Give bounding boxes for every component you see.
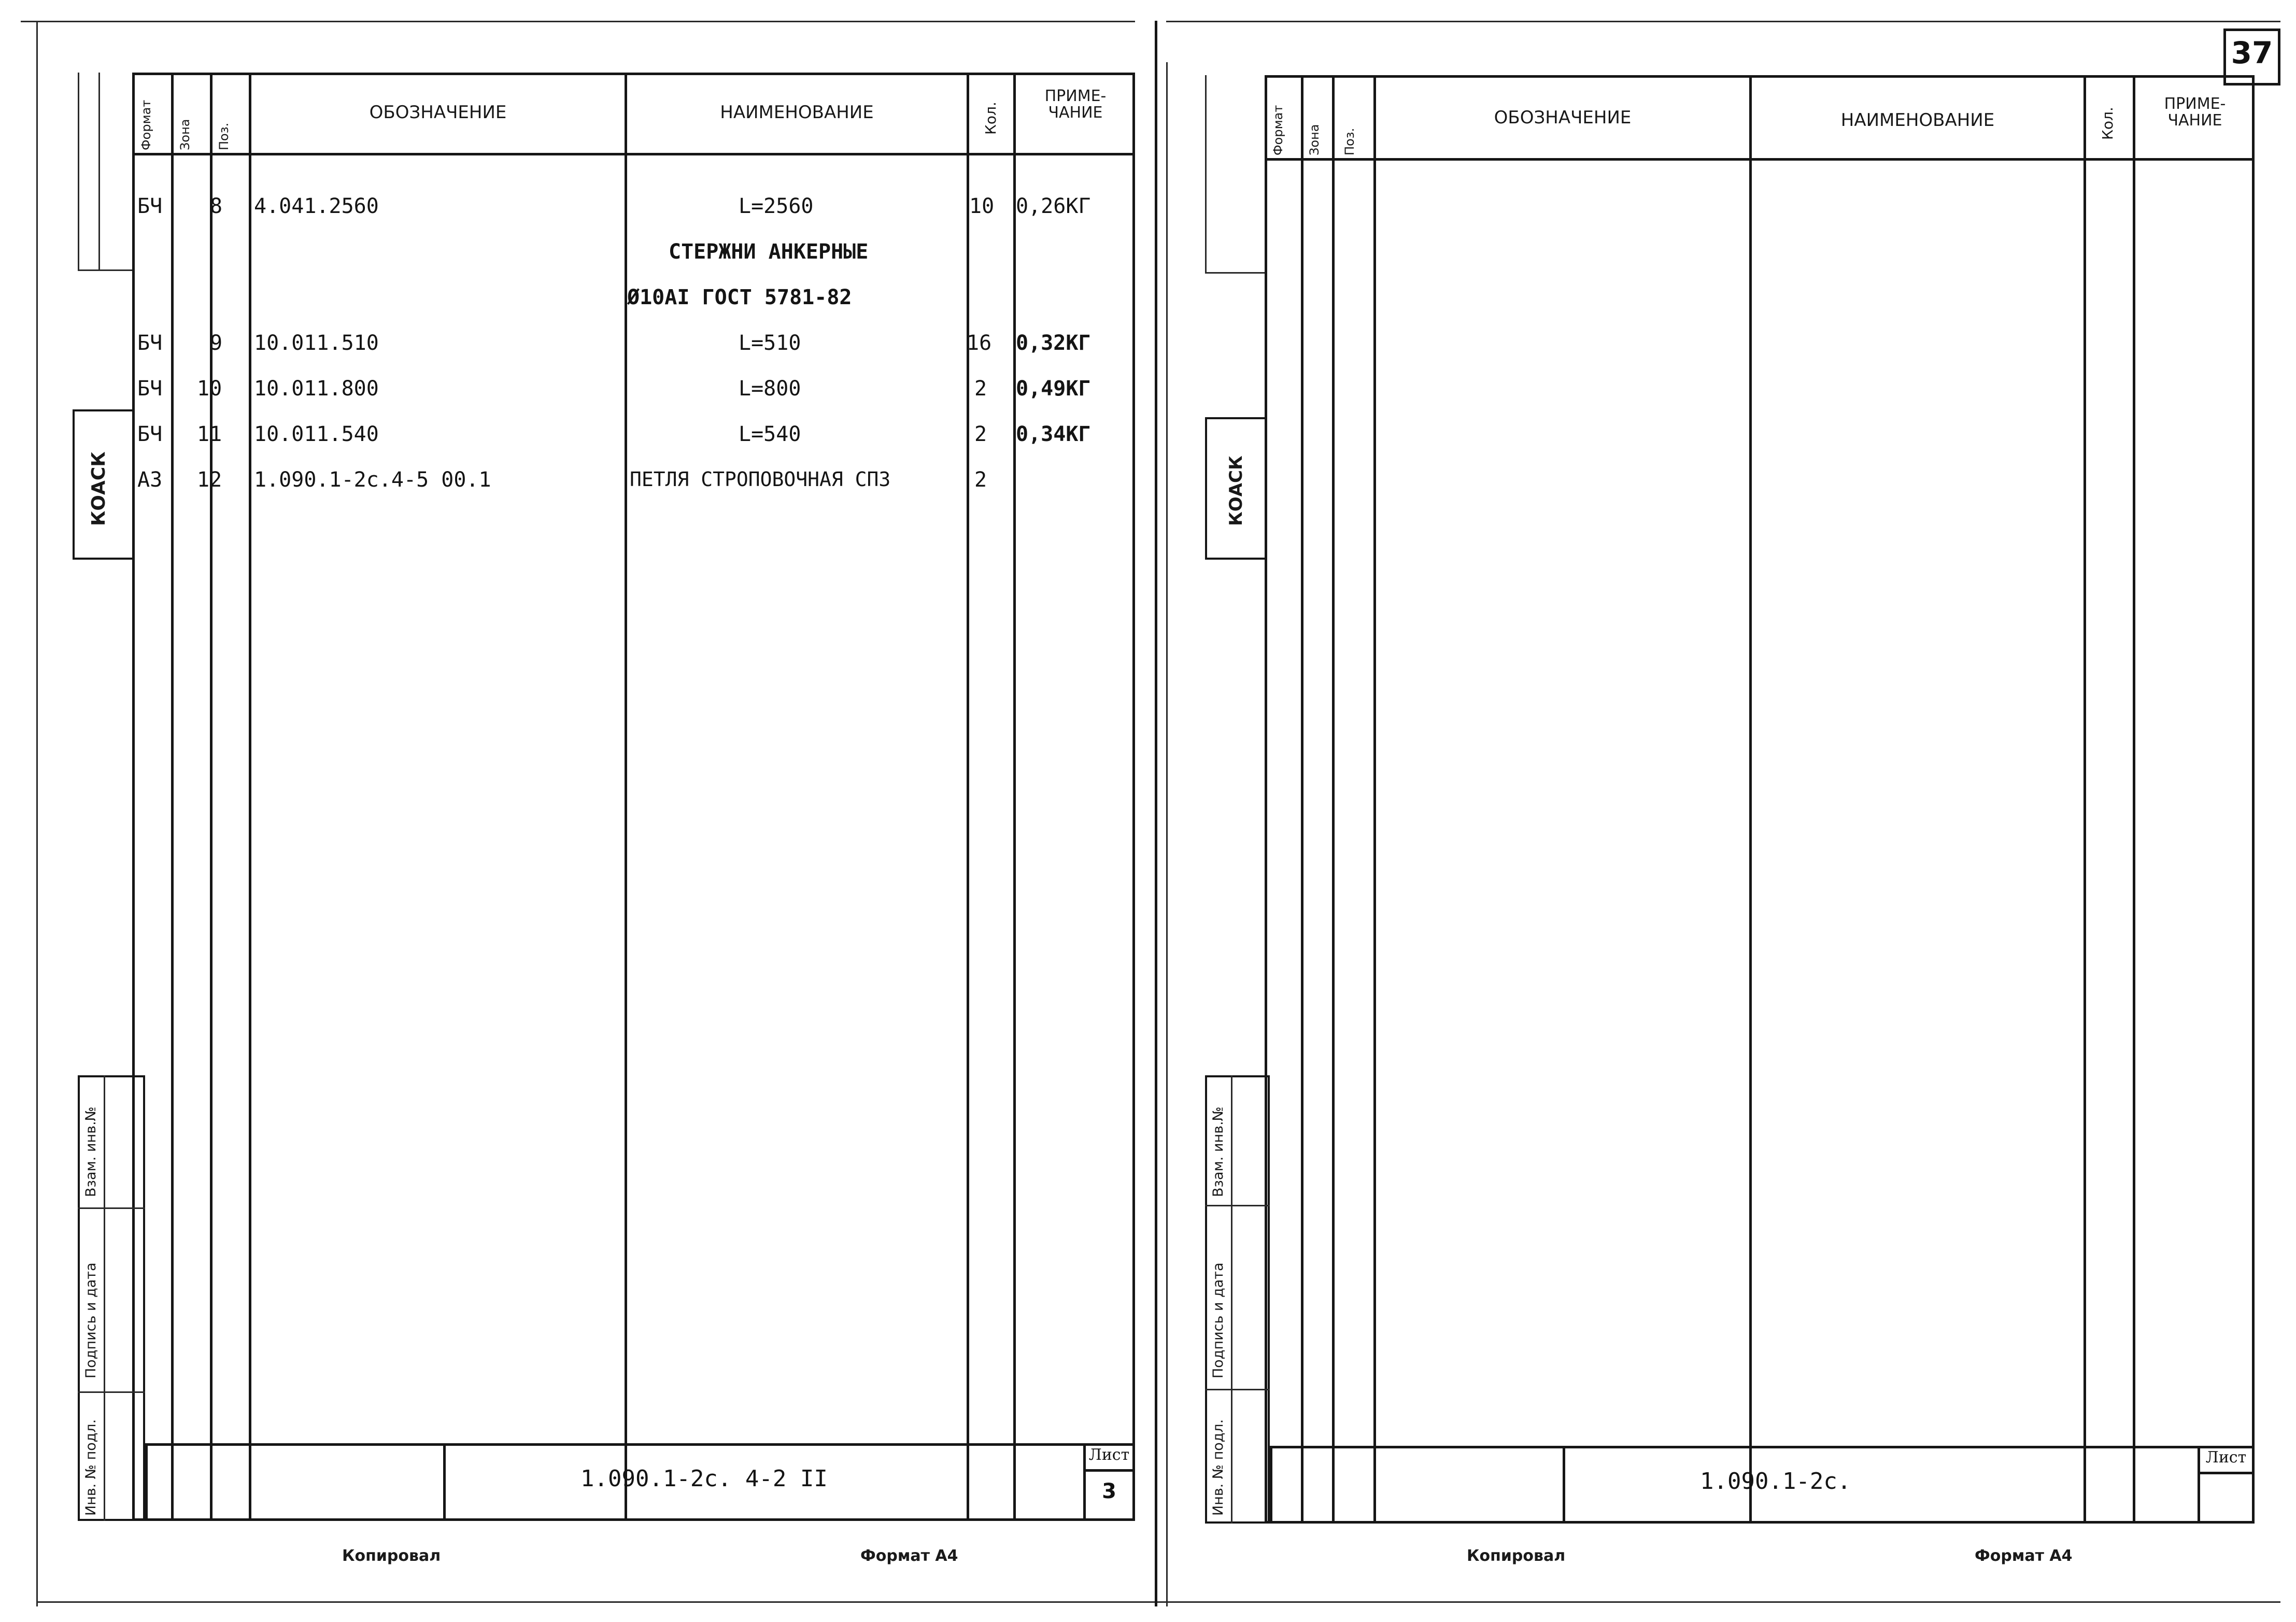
row-qty: 16 <box>967 331 992 355</box>
right-col-div-1 <box>1301 75 1303 1524</box>
right-hdr-name: НАИМЕНОВАНИЕ <box>1840 110 1995 131</box>
row-note: 0,26КГ <box>1016 194 1091 218</box>
right-sheet-label: Лист <box>2205 1448 2247 1467</box>
row-name: СТЕРЖНИ АНКЕРНЫЕ <box>669 240 869 264</box>
right-doc-code: 1.090.1-2с. <box>1700 1468 1851 1495</box>
row-note: 0,49КГ <box>1016 377 1091 401</box>
right-copied-label: Копировал <box>1467 1547 1566 1565</box>
row-name: L=540 <box>739 422 801 446</box>
sheet-divider <box>1155 21 1157 1606</box>
right-side-strip-sep-2 <box>1205 1389 1270 1390</box>
row-pos: 8 <box>210 194 223 218</box>
right-col-div-2 <box>1332 75 1335 1524</box>
row-pos: 10 <box>197 377 222 401</box>
sheet-divider-inner <box>1166 62 1168 1606</box>
left-label-sign-date: Подпись и дата <box>83 1262 99 1378</box>
left-col-div-5 <box>967 73 969 1521</box>
left-margin-col-line <box>78 73 79 269</box>
left-label-inv-vzam: Взам. инв.№ <box>83 1106 99 1197</box>
row-pos: 9 <box>210 331 223 355</box>
left-sheet-number: 3 <box>1102 1479 1116 1503</box>
row-name: ПЕТЛЯ СТРОПОВОЧНАЯ СП3 <box>630 468 891 491</box>
left-col-div-1 <box>171 73 174 1521</box>
left-format-label: Формат А4 <box>860 1547 958 1565</box>
row-qty: 2 <box>974 422 987 446</box>
left-hdr-note: ПРИМЕ-ЧАНИЕ <box>1044 87 1107 122</box>
row-designation: 4.041.2560 <box>254 194 379 218</box>
left-hdr-name: НАИМЕНОВАНИЕ <box>720 102 874 123</box>
row-format: А3 <box>137 468 163 492</box>
right-title-div-1 <box>1563 1446 1565 1524</box>
left-col-div-6 <box>1013 73 1016 1521</box>
row-note: 0,34КГ <box>1016 422 1091 446</box>
right-hdr-note: ПРИМЕ-ЧАНИЕ <box>2164 95 2226 130</box>
left-side-strip-sep-1 <box>78 1207 145 1209</box>
right-margin-col-line <box>1205 75 1207 272</box>
right-label-inv-podl: Инв. № подл. <box>1210 1419 1226 1516</box>
left-side-strip-div <box>104 1075 105 1521</box>
row-note: 0,32КГ <box>1016 331 1091 355</box>
left-col-div-2 <box>210 73 212 1521</box>
right-hdr-format: Формат <box>1271 105 1285 155</box>
row-format: БЧ <box>137 194 163 218</box>
right-col-div-3 <box>1373 75 1376 1524</box>
right-side-strip-sep-1 <box>1205 1205 1270 1206</box>
left-hdr-qty: Кол. <box>982 102 999 135</box>
row-pos: 12 <box>197 468 222 492</box>
row-format: БЧ <box>137 331 163 355</box>
left-sheet-label: Лист <box>1088 1446 1130 1464</box>
page-top-edge-right <box>1166 21 2280 22</box>
right-label-inv-vzam: Взам. инв.№ <box>1210 1106 1226 1197</box>
left-doc-code: 1.090.1-2с. 4-2 II <box>580 1466 828 1492</box>
right-title-sheet-sep <box>2198 1472 2255 1474</box>
right-label-sign-date: Подпись и дата <box>1210 1262 1226 1378</box>
right-table-frame <box>1265 75 2255 1524</box>
left-hdr-designation: ОБОЗНАЧЕНИЕ <box>369 102 507 123</box>
right-header-line <box>1265 158 2255 161</box>
row-format: БЧ <box>137 377 163 401</box>
row-designation: 1.090.1-2с.4-5 00.1 <box>254 468 491 492</box>
right-stamp-label: КОАСК <box>1226 456 1246 526</box>
page-bottom-edge <box>36 1601 2280 1603</box>
right-col-div-5 <box>2084 75 2086 1524</box>
row-designation: 10.011.540 <box>254 422 379 446</box>
left-title-sheet-sep <box>1083 1469 1135 1472</box>
right-hdr-designation: ОБОЗНАЧЕНИЕ <box>1494 107 1632 128</box>
row-name: L=2560 <box>739 194 814 218</box>
row-qty: 10 <box>969 194 995 218</box>
left-side-strip-sep-2 <box>78 1391 145 1393</box>
row-name: Ø10АI ГОСТ 5781-82 <box>627 286 852 309</box>
right-hdr-pos: Поз. <box>1342 127 1357 155</box>
right-side-strip-div <box>1231 1075 1232 1524</box>
left-margin-sep <box>78 269 132 271</box>
row-designation: 10.011.800 <box>254 377 379 401</box>
right-col-div-6 <box>2133 75 2135 1524</box>
row-name: L=510 <box>739 331 801 355</box>
left-margin-col-line-2 <box>98 73 100 269</box>
page-number: 37 <box>2231 35 2273 70</box>
left-hdr-pos: Поз. <box>217 122 231 150</box>
left-label-inv-podl: Инв. № подл. <box>83 1419 99 1516</box>
page-left-edge <box>36 21 38 1606</box>
page-top-edge-left <box>21 21 1135 22</box>
row-qty: 2 <box>974 377 987 401</box>
row-format: БЧ <box>137 422 163 446</box>
right-margin-sep <box>1205 272 1265 274</box>
left-col-div-3 <box>249 73 251 1521</box>
row-designation: 10.011.510 <box>254 331 379 355</box>
right-hdr-zone: Зона <box>1307 124 1322 155</box>
left-header-line <box>132 153 1135 155</box>
right-col-div-4 <box>1749 75 1752 1524</box>
right-hdr-qty: Кол. <box>2099 107 2116 140</box>
left-hdr-format: Формат <box>139 99 153 150</box>
row-pos: 11 <box>197 422 222 446</box>
row-name: L=800 <box>739 377 801 401</box>
right-format-label: Формат А4 <box>1975 1547 2073 1565</box>
left-hdr-zone: Зона <box>178 119 192 150</box>
left-title-div-1 <box>443 1443 446 1521</box>
left-stamp-label: КОАСК <box>88 451 109 526</box>
row-qty: 2 <box>974 468 987 492</box>
left-copied-label: Копировал <box>342 1547 441 1565</box>
